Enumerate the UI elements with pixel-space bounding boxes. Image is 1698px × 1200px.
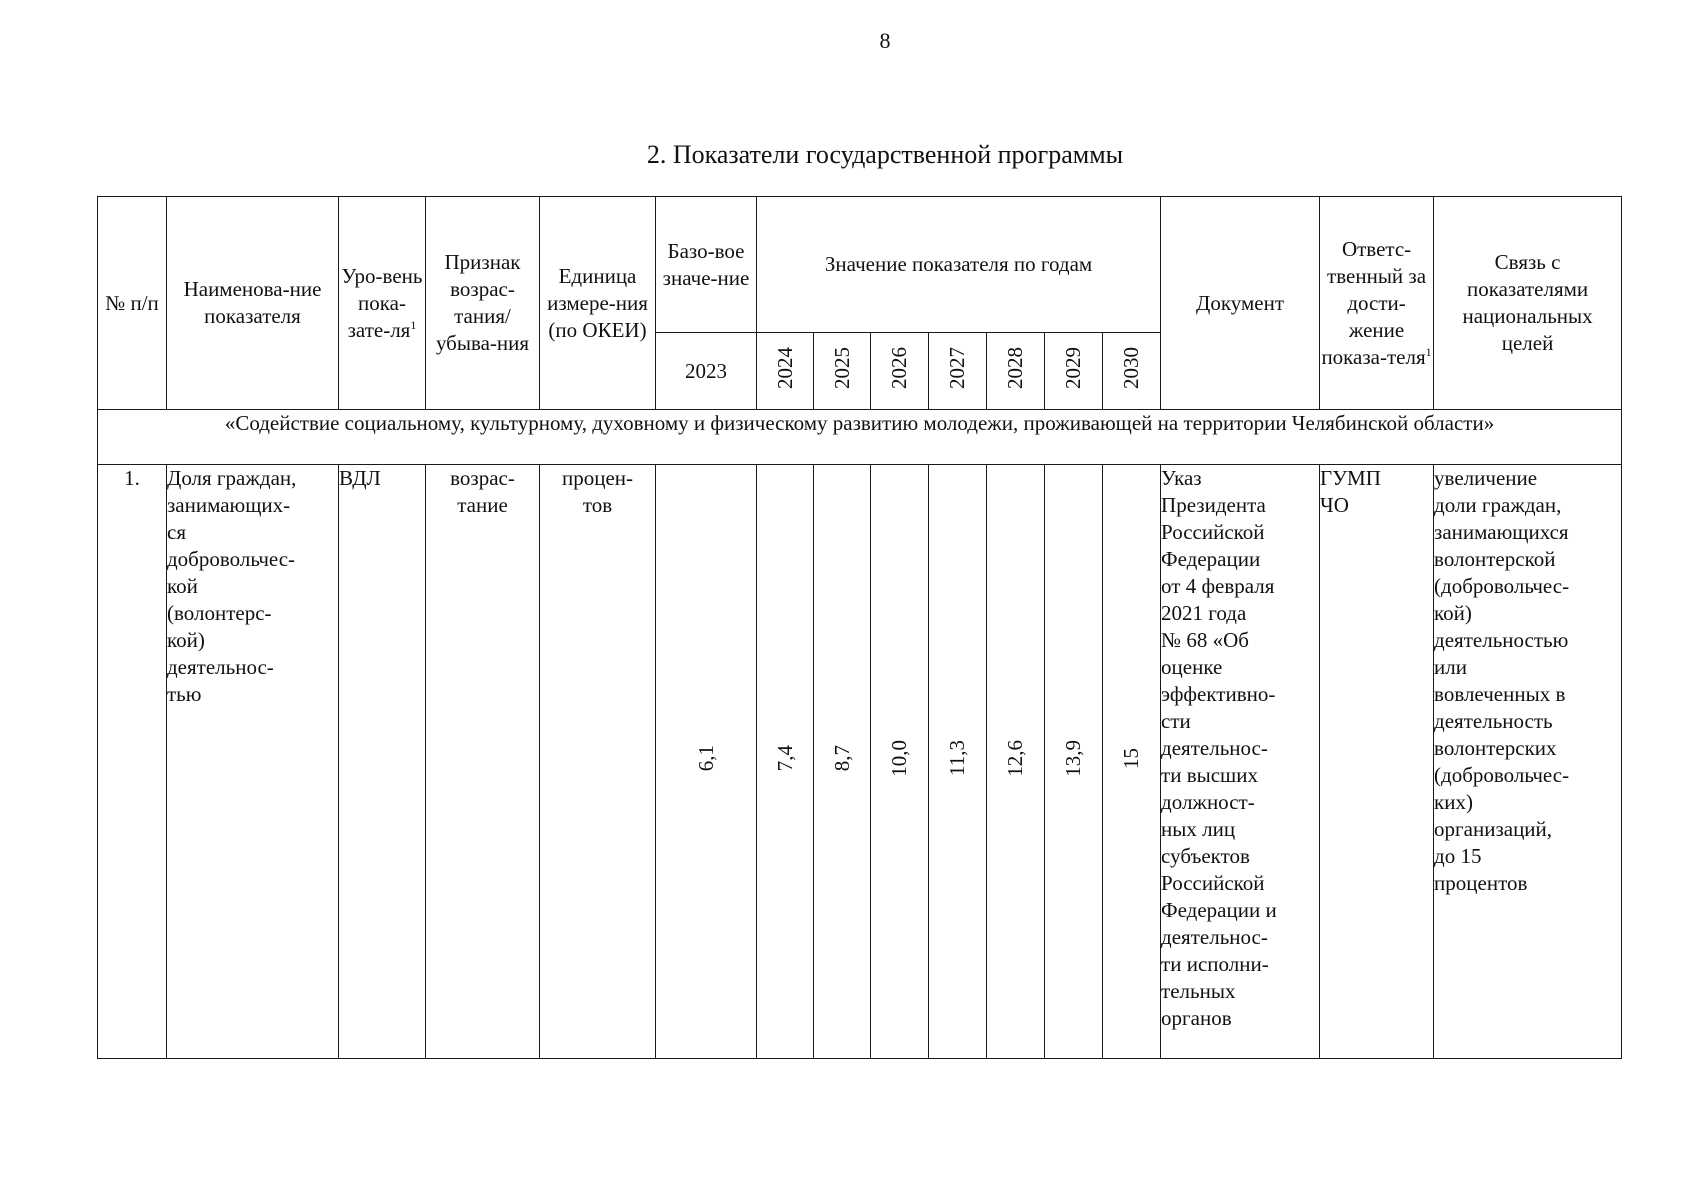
row-name: Доля граждан, занимающих- ся добровольчес- кой (волонтерс- кой) деятельнос- тью xyxy=(167,465,339,1059)
header-name: Наименова-ние показателя xyxy=(167,197,339,410)
header-values-by-year: Значение показателя по годам xyxy=(757,197,1161,333)
header-responsible: Ответс-твенный за дости-жение показа-теля$^1$ xyxy=(1320,197,1434,410)
row-unit: процен- тов xyxy=(540,465,656,1059)
page-number: 8 xyxy=(879,28,891,53)
header-year-2025: 2025 xyxy=(814,333,871,410)
row-value-2026: 10,0 xyxy=(871,465,929,1059)
row-link: увеличение доли граждан, занимающихся волонтерской (добровольчес- кой) деятельностью или вовлеченных в деятельность волонтерских (добровольчес- ких) организаций, до 15 процентов xyxy=(1434,465,1622,1059)
header-year-2030: 2030 xyxy=(1103,333,1161,410)
header-year-2027: 2027 xyxy=(929,333,987,410)
header-base: Базо-вое значе-ние xyxy=(656,197,757,333)
section-title: «Содействие социальному, культурному, духовному и физическому развитию молодежи, проживающей на территории Челябинской области» xyxy=(98,410,1622,465)
header-year-2026: 2026 xyxy=(871,333,929,410)
row-responsible: ГУМП ЧО xyxy=(1320,465,1434,1059)
header-unit: Единица измере-ния (по ОКЕИ) xyxy=(540,197,656,410)
row-value-2025: 8,7 xyxy=(814,465,871,1059)
page-title: 2. Показатели государственной программы xyxy=(646,140,1124,169)
header-year-2029: 2029 xyxy=(1045,333,1103,410)
row-document: Указ Президента Российской Федерации от 4 февраля 2021 года № 68 «Об оценке эффективно- сти деятельнос- ти высших должност- ных лиц субъектов Российской Федерации и деятельнос- ти исполни- тельных органов xyxy=(1161,465,1320,1059)
table-row xyxy=(98,465,1622,1059)
row-value-2030: 15 xyxy=(1103,465,1161,1059)
header-base-year: 2023 xyxy=(656,333,757,410)
row-base-value: 6,1 xyxy=(656,465,757,1059)
indicators-table xyxy=(97,196,1622,1059)
row-value-2029: 13,9 xyxy=(1045,465,1103,1059)
header-link: Связь с показателями национальных целей xyxy=(1434,197,1622,410)
row-value-2024: 7,4 xyxy=(757,465,814,1059)
row-num: 1. xyxy=(98,465,167,1059)
header-trend: Признак возрас-тания/ убыва-ния xyxy=(426,197,540,410)
header-level: Уро-вень пока-$зате-ля^1$ xyxy=(339,197,426,410)
header-year-2028: 2028 xyxy=(987,333,1045,410)
header-num: № п/п xyxy=(98,197,167,410)
row-value-2028: 12,6 xyxy=(987,465,1045,1059)
row-trend: возрас- тание xyxy=(426,465,540,1059)
row-level: ВДЛ xyxy=(339,465,426,1059)
row-value-2027: 11,3 xyxy=(929,465,987,1059)
header-document: Документ xyxy=(1161,197,1320,410)
header-year-2024: 2024 xyxy=(757,333,814,410)
